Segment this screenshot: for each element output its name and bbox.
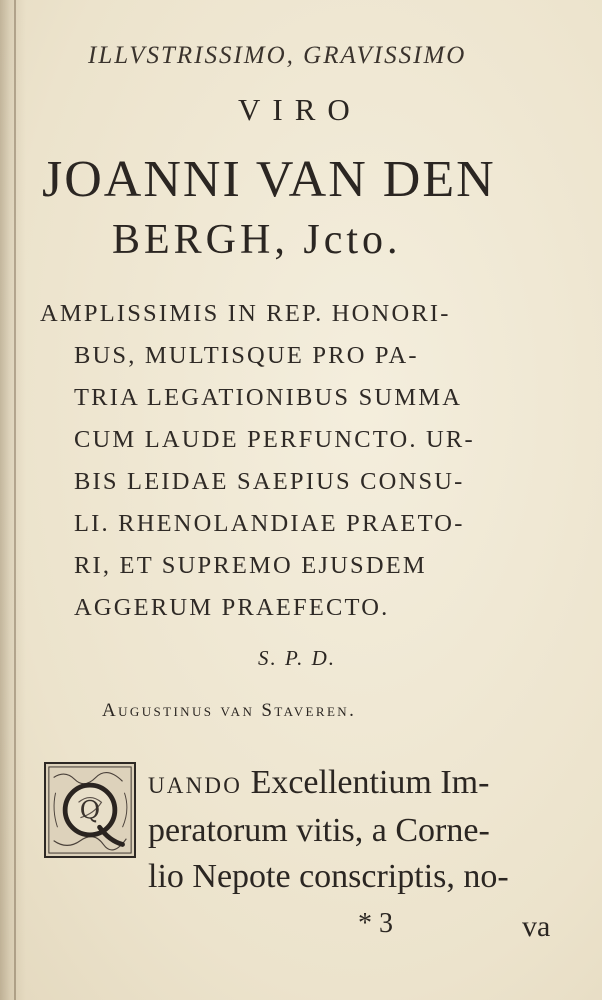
- honors-line-6: LI. RHENOLANDIAE PRAETO-: [74, 510, 465, 537]
- author-signature: Augustinus van Staveren.: [102, 700, 357, 721]
- dedication-heading: ILLVSTRISSIMO, GRAVISSIMO: [88, 42, 467, 69]
- salutation: S. P. D.: [258, 646, 337, 670]
- text-line-1-caps: UANDO: [148, 773, 243, 798]
- text-line-3: lio Nepote conscriptis, no-: [148, 858, 509, 895]
- dedicatee-name-line1: JOANNI VAN DEN: [42, 151, 496, 208]
- honors-line-3: TRIA LEGATIONIBUS SUMMA: [74, 384, 463, 411]
- honors-line-4: CUM LAUDE PERFUNCTO. UR-: [74, 426, 475, 453]
- honors-line-7: RI, ET SUPREMO EJUSDEM: [74, 552, 427, 579]
- text-line-1: [148, 764, 489, 802]
- dedicatee-name-line2: BERGH, Jcto.: [112, 217, 402, 263]
- drop-cap-letter: Q: [79, 795, 101, 825]
- signature-mark: * 3: [358, 908, 393, 939]
- decorated-initial: [44, 762, 136, 858]
- honors-line-2: BUS, MULTISQUE PRO PA-: [74, 342, 419, 369]
- honors-line-5: BIS LEIDAE SAEPIUS CONSU-: [74, 468, 465, 495]
- text-line-1-rest: Excellentium Im-: [242, 764, 490, 801]
- honors-line-8: AGGERUM PRAEFECTO.: [74, 594, 390, 621]
- page-gutter-edge: [14, 0, 16, 1000]
- text-line-2: peratorum vitis, a Corne-: [148, 812, 490, 849]
- dedication-viro: VIRO: [238, 92, 362, 127]
- honors-line-1: AMPLISSIMIS IN REP. HONORI-: [40, 300, 451, 327]
- catchword: va: [522, 910, 551, 943]
